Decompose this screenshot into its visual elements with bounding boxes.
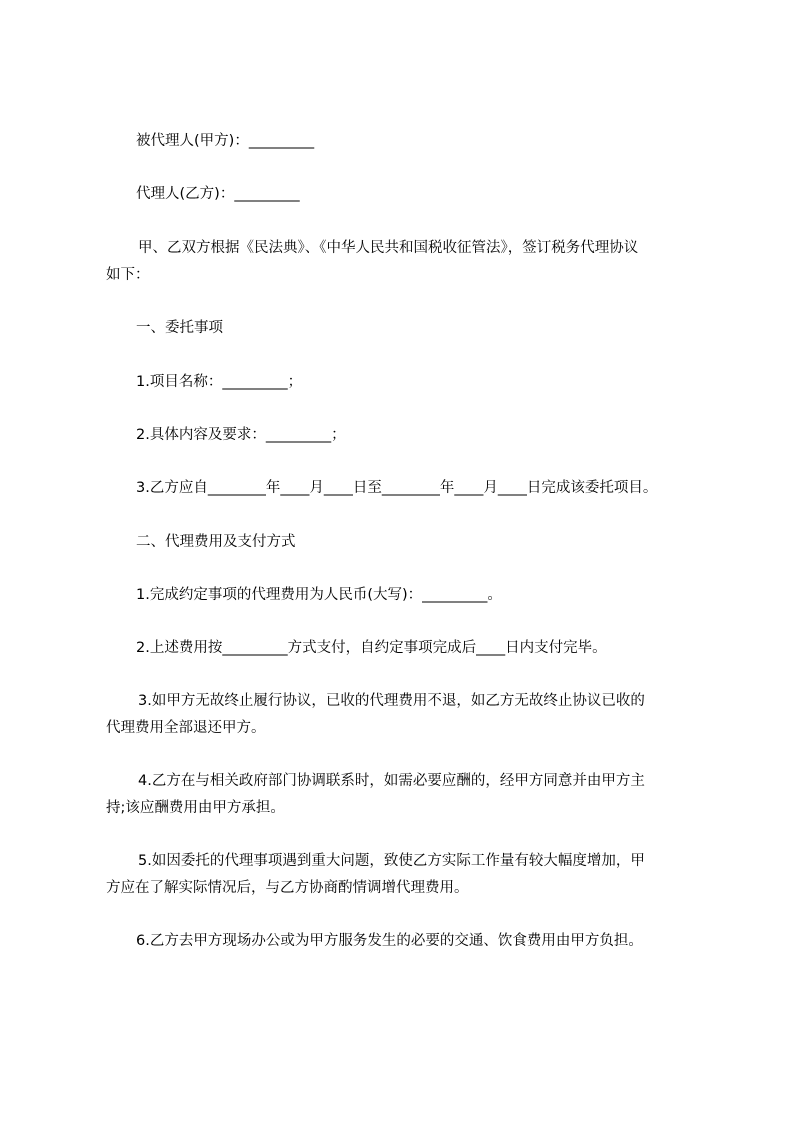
section2-item-3-line-1: 3.如甲方无故终止履行协议，已收的代理费用不退，如乙方无故终止协议已收的 bbox=[138, 693, 645, 709]
section1-item-3: 3.乙方应自________年____月____日至________年____月____日完成该委托项目。 bbox=[136, 480, 658, 496]
section2-item-3-line-2: 代理费用全部退还甲方。 bbox=[106, 720, 266, 736]
section2-item-5-line-2: 方应在了解实际情况后，与乙方协商酌情调增代理费用。 bbox=[106, 880, 469, 896]
section2-item-1: 1.完成约定事项的代理费用为人民币(大写)：_________。 bbox=[136, 587, 502, 603]
section1-heading: 一、委托事项 bbox=[136, 320, 223, 336]
section2-item-4-line-1: 4.乙方在与相关政府部门协调联系时，如需必要应酬的，经甲方同意并由甲方主 bbox=[138, 773, 645, 789]
section2-item-2: 2.上述费用按_________方式支付，自约定事项完成后____日内支付完毕。 bbox=[136, 640, 607, 656]
section2-item-4-line-2: 持;该应酬费用由甲方承担。 bbox=[106, 800, 285, 816]
section2-item-6: 6.乙方去甲方现场办公或为甲方服务发生的必要的交通、饮食费用由甲方负担。 bbox=[136, 933, 643, 949]
preamble-line-2: 如下： bbox=[106, 267, 150, 283]
section1-item-1: 1.项目名称：_________； bbox=[136, 374, 303, 390]
preamble-line-1: 甲、乙双方根据《民法典》、《中华人民共和国税收征管法》，签订税务代理协议 bbox=[138, 240, 639, 256]
section2-item-5-line-1: 5.如因委托的代理事项遇到重大问题，致使乙方实际工作量有较大幅度增加，甲 bbox=[138, 853, 645, 869]
party-a-line: 被代理人(甲方)：_________ bbox=[136, 133, 315, 149]
section1-item-2: 2.具体内容及要求：_________； bbox=[136, 427, 346, 443]
party-b-line: 代理人(乙方)：_________ bbox=[136, 186, 300, 202]
section2-heading: 二、代理费用及支付方式 bbox=[136, 534, 296, 550]
